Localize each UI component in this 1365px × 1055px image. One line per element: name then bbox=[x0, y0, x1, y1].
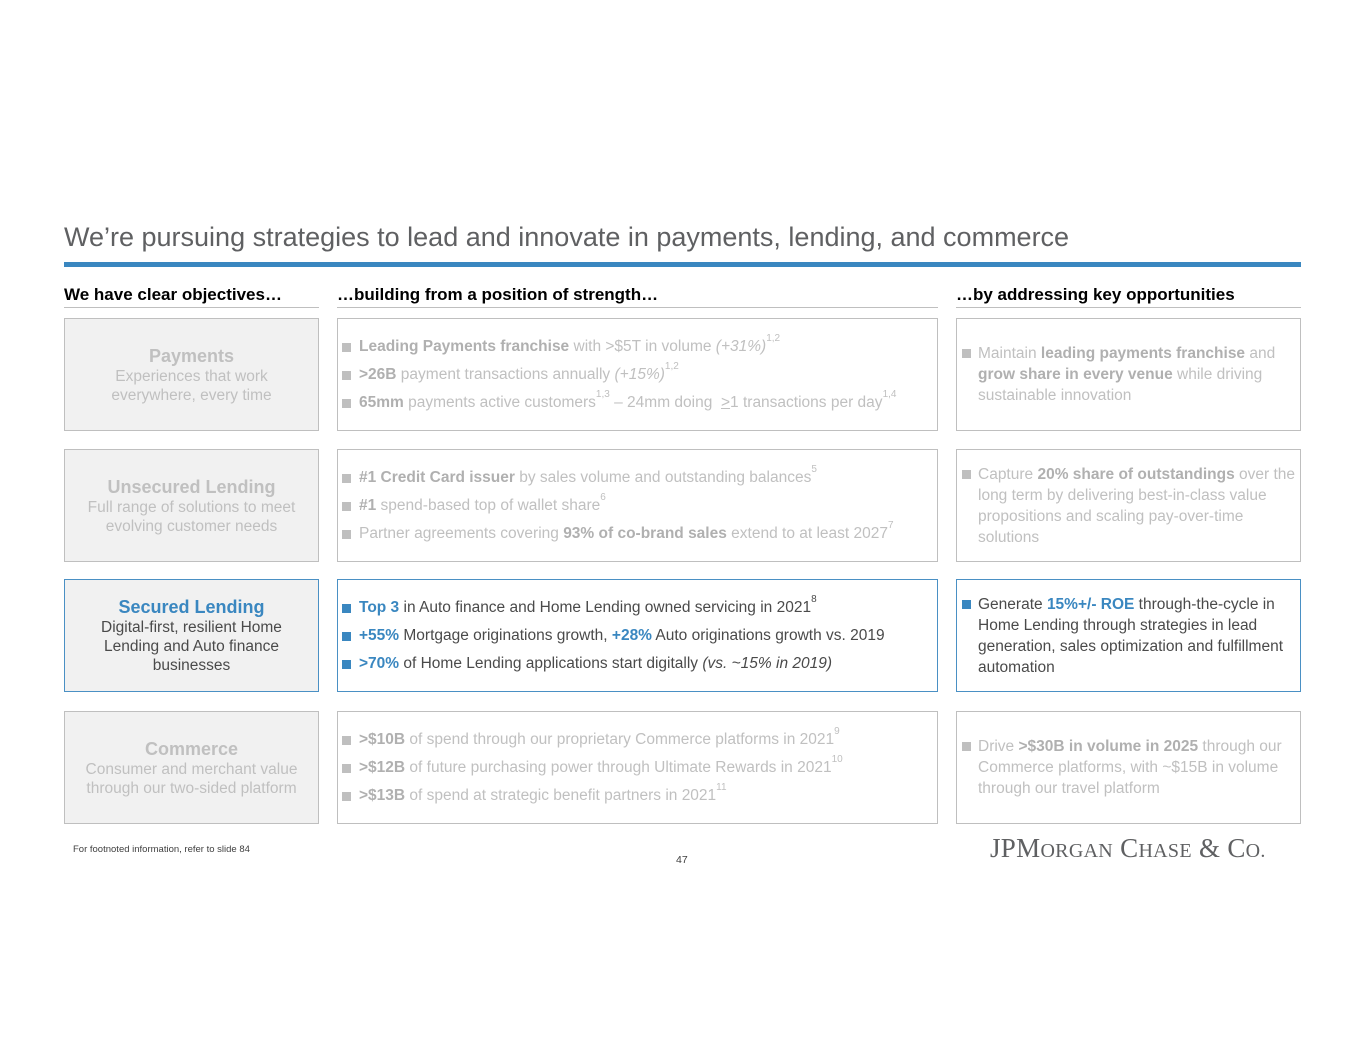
bullet-highlight: grow share in every venue bbox=[978, 366, 1173, 383]
bullet-square-icon bbox=[342, 530, 351, 539]
bullet-growth: (+31%) bbox=[715, 337, 767, 355]
bullet-text: of spend through our proprietary Commerce platforms in 2021 bbox=[405, 730, 835, 748]
bullet-square-icon bbox=[342, 604, 351, 613]
objective-title: Secured Lending bbox=[118, 597, 265, 617]
footnote-ref: 5 bbox=[811, 464, 817, 476]
opportunity-commerce bbox=[956, 711, 1301, 824]
bullet-highlight: >$13B bbox=[359, 786, 406, 804]
opportunity-bullet bbox=[957, 594, 1296, 678]
strengths-secured-lending bbox=[337, 579, 938, 692]
bullet-text: of future purchasing power through Ultimate Rewards in 2021 bbox=[405, 758, 832, 776]
objective-description: Digital-first, resilient Home Lending and Auto finance businesses bbox=[101, 619, 282, 674]
strength-bullet bbox=[338, 389, 933, 417]
bullet-square-icon bbox=[342, 502, 351, 511]
bullet-text: Partner agreements covering bbox=[359, 524, 564, 542]
strengths-unsecured-lending bbox=[337, 449, 938, 562]
bullet-text: and bbox=[1245, 345, 1276, 362]
bullet-highlight: +55% bbox=[359, 626, 400, 644]
bullet-text: of spend at strategic benefit partners in 2021 bbox=[405, 786, 717, 804]
strength-bullet bbox=[338, 782, 933, 810]
bullet-text: Maintain bbox=[978, 345, 1041, 362]
bullet-square-icon bbox=[342, 371, 351, 380]
strength-bullet bbox=[338, 622, 933, 650]
logo-part: ORGAN bbox=[1040, 840, 1114, 862]
bullet-text: – 24mm doing bbox=[609, 393, 721, 411]
bullet-highlight: >26B bbox=[359, 365, 397, 383]
footnote-ref: 1,2 bbox=[766, 333, 781, 345]
strength-bullet bbox=[338, 754, 933, 782]
opportunity-bullet bbox=[957, 343, 1296, 406]
bullet-text: while driving sustainable innovation bbox=[978, 366, 1263, 404]
footnote: For footnoted information, refer to slide 84 bbox=[73, 844, 250, 855]
strength-bullet bbox=[338, 464, 933, 492]
bullet-square-icon bbox=[962, 470, 971, 479]
bullet-text: payments active customers bbox=[403, 393, 596, 411]
bullet-square-icon bbox=[962, 600, 971, 609]
page-number: 47 bbox=[676, 854, 688, 866]
bullet-square-icon bbox=[342, 736, 351, 745]
strength-bullet bbox=[338, 333, 933, 361]
bullet-growth: (+15%) bbox=[614, 365, 665, 383]
bullet-text: extend to at least 2027 bbox=[726, 524, 889, 542]
objective-description: Experiences that work everywhere, every time bbox=[111, 367, 272, 404]
column-rule-objectives bbox=[64, 307, 319, 308]
bullet-square-icon bbox=[342, 632, 351, 641]
strengths-commerce bbox=[337, 711, 938, 824]
objective-unsecured-lending bbox=[64, 449, 319, 562]
logo-part: C bbox=[1227, 833, 1246, 863]
bullet-highlight: >$10B bbox=[359, 730, 406, 748]
footnote-ref: 7 bbox=[888, 520, 894, 532]
bullet-highlight: #1 bbox=[359, 496, 377, 514]
bullet-highlight: >$30B in volume in 2025 bbox=[1018, 738, 1199, 755]
bullet-text: through our Commerce platforms, with ~$15B in volume through our travel platform bbox=[978, 738, 1282, 797]
bullet-square-icon bbox=[342, 399, 351, 408]
footnote-ref: 11 bbox=[716, 782, 727, 794]
bullet-highlight: 93% of co-brand sales bbox=[563, 524, 727, 542]
bullet-text: Drive bbox=[978, 738, 1019, 755]
objective-commerce bbox=[64, 711, 319, 824]
column-header-strengths: …building from a position of strength… bbox=[337, 285, 659, 304]
bullet-highlight: Leading Payments franchise bbox=[359, 337, 570, 355]
opportunity-secured-lending bbox=[956, 579, 1301, 692]
bullet-square-icon bbox=[342, 764, 351, 773]
column-header-opportunities: …by addressing key opportunities bbox=[956, 285, 1235, 304]
bullet-highlight: 65mm bbox=[359, 393, 404, 411]
bullet-square-icon bbox=[342, 792, 351, 801]
strengths-payments bbox=[337, 318, 938, 431]
column-rule-opportunities bbox=[956, 307, 1301, 308]
logo-part: M bbox=[1016, 833, 1041, 863]
bullet-highlight: Top 3 bbox=[359, 598, 400, 616]
objective-secured-lending bbox=[64, 579, 319, 692]
opportunity-bullet bbox=[957, 736, 1296, 799]
footnote-ref: 1,4 bbox=[882, 389, 897, 401]
strength-bullet bbox=[338, 594, 933, 622]
bullet-highlight: >70% bbox=[359, 654, 400, 672]
strength-bullet bbox=[338, 361, 933, 389]
bullet-text: Auto originations growth vs. 2019 bbox=[651, 626, 885, 644]
bullet-square-icon bbox=[342, 660, 351, 669]
bullet-highlight: 15%+/- ROE bbox=[1046, 595, 1135, 613]
logo-part: C bbox=[1120, 833, 1139, 863]
logo-part: & bbox=[1198, 833, 1221, 863]
bullet-text: through-the-cycle in Home Lending through strategies in lead generation, sales optimization and fulfillment automation bbox=[978, 595, 1284, 676]
objective-description: Full range of solutions to meet evolving customer needs bbox=[87, 498, 296, 535]
footnote-ref: 1,2 bbox=[664, 361, 679, 373]
objective-title: Unsecured Lending bbox=[107, 476, 276, 497]
bullet-highlight: +28% bbox=[611, 626, 652, 644]
footnote-ref: 8 bbox=[811, 594, 817, 606]
column-rule-strengths bbox=[337, 307, 938, 308]
strength-bullet bbox=[338, 492, 933, 520]
opportunity-unsecured-lending bbox=[956, 449, 1301, 562]
logo-part: JP bbox=[990, 833, 1017, 863]
bullet-text: payment transactions annually bbox=[396, 365, 615, 383]
objective-title: Commerce bbox=[144, 738, 239, 759]
bullet-text: Capture bbox=[978, 465, 1038, 483]
bullet-comparison: (vs. ~15% in 2019) bbox=[702, 654, 833, 672]
logo-part: O. bbox=[1245, 840, 1266, 862]
logo-part: HASE bbox=[1138, 840, 1192, 862]
footnote-ref: 6 bbox=[600, 492, 606, 504]
bullet-text: in Auto finance and Home Lending owned servicing in 2021 bbox=[399, 598, 812, 616]
bullet-square-icon bbox=[342, 343, 351, 352]
bullet-highlight: leading payments franchise bbox=[1040, 345, 1246, 362]
bullet-text: by sales volume and outstanding balances bbox=[514, 468, 812, 486]
objective-description: Consumer and merchant value through our two-sided platform bbox=[85, 760, 298, 797]
bullet-square-icon bbox=[962, 742, 971, 751]
jpmorgan-chase-logo bbox=[990, 833, 1266, 864]
bullet-symbol: > bbox=[720, 393, 731, 411]
bullet-highlight: >$12B bbox=[359, 758, 406, 776]
footnote-ref: 1,3 bbox=[595, 389, 610, 401]
bullet-text: over the long term by delivering best-in-class value propositions and scaling pay-over-time solutions bbox=[978, 465, 1295, 546]
title-rule bbox=[64, 262, 1301, 267]
bullet-highlight: 20% share of outstandings bbox=[1037, 465, 1235, 483]
bullet-text: of Home Lending applications start digitally bbox=[399, 654, 703, 672]
strength-bullet bbox=[338, 726, 933, 754]
bullet-text: spend-based top of wallet share bbox=[376, 496, 601, 514]
footnote-ref: 9 bbox=[834, 726, 840, 738]
bullet-square-icon bbox=[962, 349, 971, 358]
column-header-objectives: We have clear objectives… bbox=[64, 285, 282, 304]
objective-title: Payments bbox=[148, 345, 235, 366]
strength-bullet bbox=[338, 650, 933, 678]
opportunity-payments bbox=[956, 318, 1301, 431]
bullet-text: 1 transactions per day bbox=[730, 393, 883, 411]
bullet-highlight: #1 Credit Card issuer bbox=[359, 468, 515, 486]
page-title: We’re pursuing strategies to lead and innovate in payments, lending, and commerce bbox=[64, 222, 1070, 252]
bullet-square-icon bbox=[342, 474, 351, 483]
bullet-text: Mortgage originations growth, bbox=[399, 626, 612, 644]
opportunity-bullet bbox=[957, 464, 1296, 548]
bullet-text: Generate bbox=[978, 595, 1047, 613]
footnote-ref: 10 bbox=[831, 754, 843, 766]
bullet-text: with >$5T in volume bbox=[569, 337, 716, 355]
objective-payments bbox=[64, 318, 319, 431]
strength-bullet bbox=[338, 520, 933, 548]
